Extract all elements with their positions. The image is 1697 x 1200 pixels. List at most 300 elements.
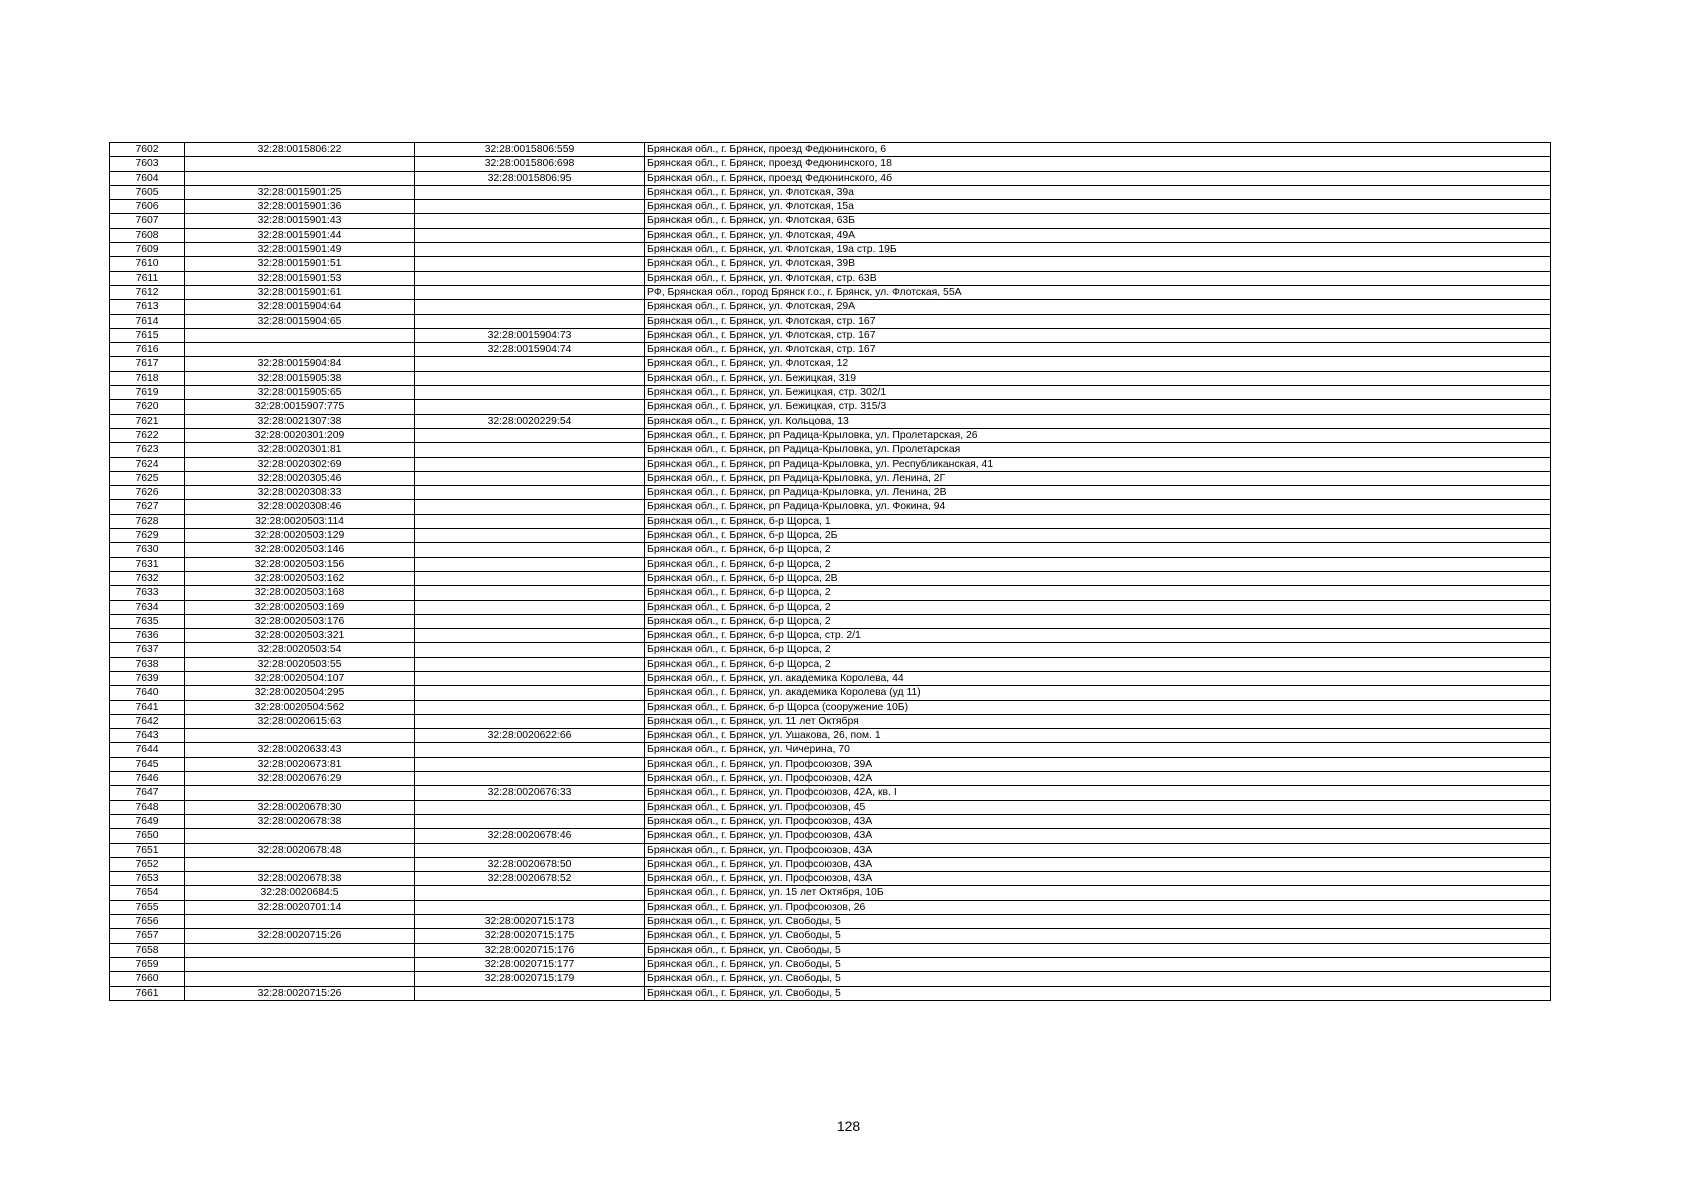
row-number-cell: 7622 [110,428,185,442]
table-row [110,714,1551,728]
row-number-cell: 7613 [110,300,185,314]
address-cell: Брянская обл., г. Брянск, ул. Бежицкая, 319 [645,371,1551,385]
row-number-cell: 7649 [110,814,185,828]
table-row [110,400,1551,414]
table-row [110,200,1551,214]
building-cadastral-number-cell [415,514,645,528]
building-cadastral-number-cell [415,314,645,328]
row-number-cell: 7642 [110,714,185,728]
document-table [109,142,1551,1001]
address-cell: Брянская обл., г. Брянск, ул. академика Королева (уд 11) [645,686,1551,700]
table-row [110,571,1551,585]
row-number-cell: 7637 [110,643,185,657]
row-number-cell: 7612 [110,285,185,299]
row-number-cell: 7603 [110,157,185,171]
row-number-cell: 7604 [110,171,185,185]
row-number-cell: 7610 [110,257,185,271]
building-cadastral-number-cell: 32:28:0020678:46 [415,829,645,843]
table-row [110,643,1551,657]
building-cadastral-number-cell [415,571,645,585]
building-cadastral-number-cell [415,200,645,214]
row-number-cell: 7620 [110,400,185,414]
building-cadastral-number-cell: 32:28:0020715:175 [415,929,645,943]
table-row [110,443,1551,457]
row-number-cell: 7646 [110,772,185,786]
land-cadastral-number-cell: 32:28:0020503:129 [185,529,415,543]
address-cell: Брянская обл., г. Брянск, рп Радица-Крыловка, ул. Фокина, 94 [645,500,1551,514]
building-cadastral-number-cell: 32:28:0020678:52 [415,872,645,886]
table-row [110,500,1551,514]
land-cadastral-number-cell: 32:28:0015901:51 [185,257,415,271]
building-cadastral-number-cell [415,629,645,643]
land-cadastral-number-cell: 32:28:0020701:14 [185,900,415,914]
table-row [110,157,1551,171]
table-row [110,757,1551,771]
address-cell: Брянская обл., г. Брянск, б-р Щорса (сооружение 10Б) [645,700,1551,714]
land-cadastral-number-cell [185,343,415,357]
row-number-cell: 7602 [110,143,185,157]
row-number-cell: 7608 [110,228,185,242]
address-cell: Брянская обл., г. Брянск, проезд Федюнинского, 18 [645,157,1551,171]
land-cadastral-number-cell: 32:28:0020308:33 [185,486,415,500]
building-cadastral-number-cell [415,400,645,414]
land-cadastral-number-cell: 32:28:0020503:168 [185,586,415,600]
land-cadastral-number-cell: 32:28:0020684:5 [185,886,415,900]
building-cadastral-number-cell [415,243,645,257]
land-cadastral-number-cell: 32:28:0015806:22 [185,143,415,157]
address-cell: Брянская обл., г. Брянск, б-р Щорса, 2 [645,543,1551,557]
land-cadastral-number-cell [185,943,415,957]
building-cadastral-number-cell [415,600,645,614]
table-row [110,285,1551,299]
building-cadastral-number-cell [415,500,645,514]
row-number-cell: 7627 [110,500,185,514]
land-cadastral-number-cell: 32:28:0020678:48 [185,843,415,857]
table-row [110,243,1551,257]
land-cadastral-number-cell [185,957,415,971]
row-number-cell: 7643 [110,729,185,743]
land-cadastral-number-cell: 32:28:0020678:30 [185,800,415,814]
table-row [110,800,1551,814]
address-cell: Брянская обл., г. Брянск, ул. Профсоюзов, 43А [645,843,1551,857]
table-row [110,371,1551,385]
land-cadastral-number-cell: 32:28:0020504:562 [185,700,415,714]
row-number-cell: 7655 [110,900,185,914]
table-row [110,786,1551,800]
table-row [110,600,1551,614]
land-cadastral-number-cell [185,915,415,929]
table-row [110,228,1551,242]
page-number: 128 [836,1118,861,1134]
address-cell: Брянская обл., г. Брянск, ул. Флотская, стр. 167 [645,343,1551,357]
row-number-cell: 7653 [110,872,185,886]
row-number-cell: 7657 [110,929,185,943]
address-cell: Брянская обл., г. Брянск, ул. Флотская, стр. 63В [645,271,1551,285]
building-cadastral-number-cell [415,428,645,442]
land-cadastral-number-cell: 32:28:0015901:25 [185,185,415,199]
row-number-cell: 7630 [110,543,185,557]
land-cadastral-number-cell [185,157,415,171]
row-number-cell: 7634 [110,600,185,614]
row-number-cell: 7658 [110,943,185,957]
address-cell: Брянская обл., г. Брянск, ул. 11 лет Октября [645,714,1551,728]
building-cadastral-number-cell [415,543,645,557]
building-cadastral-number-cell [415,486,645,500]
row-number-cell: 7624 [110,457,185,471]
building-cadastral-number-cell: 32:28:0020229:54 [415,414,645,428]
row-number-cell: 7639 [110,671,185,685]
row-number-cell: 7631 [110,557,185,571]
row-number-cell: 7638 [110,657,185,671]
address-cell: Брянская обл., г. Брянск, ул. Флотская, 49А [645,228,1551,242]
building-cadastral-number-cell [415,185,645,199]
table-row [110,943,1551,957]
address-cell: Брянская обл., г. Брянск, ул. Свободы, 5 [645,943,1551,957]
row-number-cell: 7641 [110,700,185,714]
building-cadastral-number-cell: 32:28:0020715:173 [415,915,645,929]
building-cadastral-number-cell: 32:28:0015806:95 [415,171,645,185]
land-cadastral-number-cell: 32:28:0020503:169 [185,600,415,614]
address-cell: Брянская обл., г. Брянск, рп Радица-Крыловка, ул. Ленина, 2Г [645,471,1551,485]
table-row [110,586,1551,600]
building-cadastral-number-cell [415,371,645,385]
address-cell: Брянская обл., г. Брянск, ул. Свободы, 5 [645,972,1551,986]
land-cadastral-number-cell: 32:28:0020504:295 [185,686,415,700]
building-cadastral-number-cell [415,757,645,771]
row-number-cell: 7660 [110,972,185,986]
row-number-cell: 7645 [110,757,185,771]
land-cadastral-number-cell: 32:28:0015901:61 [185,285,415,299]
table-row [110,671,1551,685]
address-cell: Брянская обл., г. Брянск, ул. Свободы, 5 [645,929,1551,943]
table-row [110,957,1551,971]
address-cell: Брянская обл., г. Брянск, ул. Кольцова, 13 [645,414,1551,428]
table-row [110,772,1551,786]
land-cadastral-number-cell: 32:28:0020308:46 [185,500,415,514]
building-cadastral-number-cell [415,271,645,285]
table-row [110,857,1551,871]
building-cadastral-number-cell: 32:28:0020715:179 [415,972,645,986]
building-cadastral-number-cell [415,386,645,400]
address-cell: Брянская обл., г. Брянск, ул. Флотская, 63Б [645,214,1551,228]
building-cadastral-number-cell [415,214,645,228]
building-cadastral-number-cell: 32:28:0020715:176 [415,943,645,957]
table-row [110,743,1551,757]
land-cadastral-number-cell: 32:28:0015901:36 [185,200,415,214]
table-row [110,657,1551,671]
land-cadastral-number-cell [185,972,415,986]
address-cell: Брянская обл., г. Брянск, ул. Флотская, 39В [645,257,1551,271]
land-cadastral-number-cell: 32:28:0015904:84 [185,357,415,371]
building-cadastral-number-cell [415,529,645,543]
address-cell: Брянская обл., г. Брянск, ул. Флотская, 29А [645,300,1551,314]
address-cell: Брянская обл., г. Брянск, ул. Профсоюзов, 43А [645,872,1551,886]
row-number-cell: 7636 [110,629,185,643]
table-row [110,171,1551,185]
row-number-cell: 7614 [110,314,185,328]
table-row [110,271,1551,285]
land-cadastral-number-cell: 32:28:0020715:26 [185,986,415,1000]
building-cadastral-number-cell [415,886,645,900]
address-cell: Брянская обл., г. Брянск, ул. Профсоюзов, 26 [645,900,1551,914]
address-cell: Брянская обл., г. Брянск, б-р Щорса, 2В [645,571,1551,585]
address-cell: Брянская обл., г. Брянск, ул. Флотская, стр. 167 [645,314,1551,328]
building-cadastral-number-cell [415,257,645,271]
building-cadastral-number-cell: 32:28:0020715:177 [415,957,645,971]
table-row [110,414,1551,428]
land-cadastral-number-cell: 32:28:0020503:156 [185,557,415,571]
address-cell: Брянская обл., г. Брянск, ул. Свободы, 5 [645,986,1551,1000]
address-cell: Брянская обл., г. Брянск, б-р Щорса, 2 [645,557,1551,571]
land-cadastral-number-cell: 32:28:0020503:146 [185,543,415,557]
row-number-cell: 7635 [110,614,185,628]
building-cadastral-number-cell: 32:28:0020622:66 [415,729,645,743]
building-cadastral-number-cell [415,743,645,757]
land-cadastral-number-cell: 32:28:0020301:209 [185,428,415,442]
row-number-cell: 7654 [110,886,185,900]
land-cadastral-number-cell: 32:28:0015901:49 [185,243,415,257]
table-body [110,143,1551,1001]
address-cell: Брянская обл., г. Брянск, ул. Флотская, 39а [645,185,1551,199]
row-number-cell: 7606 [110,200,185,214]
table-row [110,257,1551,271]
land-cadastral-number-cell: 32:28:0021307:38 [185,414,415,428]
land-cadastral-number-cell: 32:28:0020503:54 [185,643,415,657]
table-row [110,814,1551,828]
table-row [110,829,1551,843]
land-cadastral-number-cell [185,857,415,871]
table-row [110,471,1551,485]
address-cell: Брянская обл., г. Брянск, б-р Щорса, 2 [645,600,1551,614]
land-cadastral-number-cell: 32:28:0020503:55 [185,657,415,671]
building-cadastral-number-cell [415,643,645,657]
address-cell: Брянская обл., г. Брянск, рп Радица-Крыловка, ул. Пролетарская [645,443,1551,457]
building-cadastral-number-cell [415,657,645,671]
address-cell: Брянская обл., г. Брянск, б-р Щорса, 2 [645,586,1551,600]
row-number-cell: 7661 [110,986,185,1000]
table-row [110,314,1551,328]
address-cell: Брянская обл., г. Брянск, проезд Федюнинского, 6 [645,143,1551,157]
address-cell: Брянская обл., г. Брянск, ул. Ушакова, 26, пом. 1 [645,729,1551,743]
building-cadastral-number-cell [415,557,645,571]
table-row [110,972,1551,986]
table-row [110,143,1551,157]
row-number-cell: 7621 [110,414,185,428]
table-row [110,529,1551,543]
building-cadastral-number-cell: 32:28:0015806:559 [415,143,645,157]
building-cadastral-number-cell [415,700,645,714]
land-cadastral-number-cell: 32:28:0020503:162 [185,571,415,585]
land-cadastral-number-cell: 32:28:0020504:107 [185,671,415,685]
table-row [110,428,1551,442]
row-number-cell: 7652 [110,857,185,871]
table-row [110,300,1551,314]
land-cadastral-number-cell: 32:28:0020676:29 [185,772,415,786]
address-cell: РФ, Брянская обл., город Брянск г.о., г. Брянск, ул. Флотская, 55А [645,285,1551,299]
address-cell: Брянская обл., г. Брянск, ул. Профсоюзов, 45 [645,800,1551,814]
land-cadastral-number-cell: 32:28:0020305:46 [185,471,415,485]
land-cadastral-number-cell: 32:28:0020615:63 [185,714,415,728]
land-cadastral-number-cell: 32:28:0020678:38 [185,814,415,828]
address-cell: Брянская обл., г. Брянск, ул. Свободы, 5 [645,957,1551,971]
table-row [110,357,1551,371]
building-cadastral-number-cell: 32:28:0020676:33 [415,786,645,800]
land-cadastral-number-cell: 32:28:0015905:65 [185,386,415,400]
address-cell: Брянская обл., г. Брянск, ул. Профсоюзов, 42А, кв. I [645,786,1551,800]
address-cell: Брянская обл., г. Брянск, ул. 15 лет Октября, 10Б [645,886,1551,900]
address-cell: Брянская обл., г. Брянск, б-р Щорса, 2Б [645,529,1551,543]
building-cadastral-number-cell [415,843,645,857]
address-cell: Брянская обл., г. Брянск, рп Радица-Крыловка, ул. Республиканская, 41 [645,457,1551,471]
table-row [110,457,1551,471]
address-cell: Брянская обл., г. Брянск, проезд Федюнинского, 4б [645,171,1551,185]
table-row [110,729,1551,743]
land-cadastral-number-cell: 32:28:0020715:26 [185,929,415,943]
row-number-cell: 7632 [110,571,185,585]
row-number-cell: 7626 [110,486,185,500]
building-cadastral-number-cell [415,900,645,914]
building-cadastral-number-cell [415,772,645,786]
land-cadastral-number-cell [185,729,415,743]
row-number-cell: 7618 [110,371,185,385]
land-cadastral-number-cell: 32:28:0020503:114 [185,514,415,528]
table-row [110,343,1551,357]
table-row [110,328,1551,342]
address-cell: Брянская обл., г. Брянск, ул. Флотская, стр. 167 [645,328,1551,342]
row-number-cell: 7629 [110,529,185,543]
address-cell: Брянская обл., г. Брянск, ул. Профсоюзов, 43А [645,829,1551,843]
address-cell: Брянская обл., г. Брянск, ул. Флотская, 19а стр. 19Б [645,243,1551,257]
row-number-cell: 7623 [110,443,185,457]
building-cadastral-number-cell [415,300,645,314]
land-cadastral-number-cell: 32:28:0020302:69 [185,457,415,471]
building-cadastral-number-cell [415,586,645,600]
building-cadastral-number-cell [415,471,645,485]
building-cadastral-number-cell [415,228,645,242]
building-cadastral-number-cell [415,443,645,457]
table-row [110,986,1551,1000]
address-cell: Брянская обл., г. Брянск, б-р Щорса, 2 [645,643,1551,657]
table-row [110,629,1551,643]
address-cell: Брянская обл., г. Брянск, рп Радица-Крыловка, ул. Пролетарская, 26 [645,428,1551,442]
table-row [110,872,1551,886]
land-cadastral-number-cell: 32:28:0020301:81 [185,443,415,457]
row-number-cell: 7607 [110,214,185,228]
building-cadastral-number-cell: 32:28:0015806:698 [415,157,645,171]
land-cadastral-number-cell [185,171,415,185]
land-cadastral-number-cell: 32:28:0020673:81 [185,757,415,771]
land-cadastral-number-cell: 32:28:0015904:65 [185,314,415,328]
address-cell: Брянская обл., г. Брянск, ул. академика Королева, 44 [645,671,1551,685]
row-number-cell: 7619 [110,386,185,400]
table-row [110,686,1551,700]
building-cadastral-number-cell [415,800,645,814]
address-cell: Брянская обл., г. Брянск, рп Радица-Крыловка, ул. Ленина, 2В [645,486,1551,500]
row-number-cell: 7611 [110,271,185,285]
row-number-cell: 7656 [110,915,185,929]
table-row [110,900,1551,914]
table-row [110,386,1551,400]
table-row [110,514,1551,528]
building-cadastral-number-cell: 32:28:0020678:50 [415,857,645,871]
row-number-cell: 7640 [110,686,185,700]
address-cell: Брянская обл., г. Брянск, ул. Профсоюзов, 43А [645,814,1551,828]
land-cadastral-number-cell [185,829,415,843]
row-number-cell: 7650 [110,829,185,843]
table-row [110,843,1551,857]
row-number-cell: 7644 [110,743,185,757]
building-cadastral-number-cell [415,671,645,685]
address-cell: Брянская обл., г. Брянск, ул. Профсоюзов, 42А [645,772,1551,786]
land-cadastral-number-cell: 32:28:0020633:43 [185,743,415,757]
table-row [110,214,1551,228]
land-cadastral-number-cell: 32:28:0015901:43 [185,214,415,228]
building-cadastral-number-cell [415,714,645,728]
land-cadastral-number-cell: 32:28:0015907:775 [185,400,415,414]
table-row [110,543,1551,557]
address-cell: Брянская обл., г. Брянск, ул. Свободы, 5 [645,915,1551,929]
building-cadastral-number-cell [415,285,645,299]
land-cadastral-number-cell: 32:28:0020678:38 [185,872,415,886]
address-cell: Брянская обл., г. Брянск, б-р Щорса, 2 [645,657,1551,671]
table-row [110,700,1551,714]
row-number-cell: 7647 [110,786,185,800]
building-cadastral-number-cell: 32:28:0015904:74 [415,343,645,357]
address-cell: Брянская обл., г. Брянск, б-р Щорса, 2 [645,614,1551,628]
table-row [110,886,1551,900]
building-cadastral-number-cell [415,614,645,628]
row-number-cell: 7633 [110,586,185,600]
address-cell: Брянская обл., г. Брянск, ул. Профсоюзов, 43А [645,857,1551,871]
land-cadastral-number-cell [185,786,415,800]
row-number-cell: 7659 [110,957,185,971]
row-number-cell: 7651 [110,843,185,857]
row-number-cell: 7605 [110,185,185,199]
land-cadastral-number-cell: 32:28:0015901:53 [185,271,415,285]
address-cell: Брянская обл., г. Брянск, ул. Бежицкая, стр. 315/3 [645,400,1551,414]
table-row [110,614,1551,628]
row-number-cell: 7648 [110,800,185,814]
building-cadastral-number-cell [415,357,645,371]
address-cell: Брянская обл., г. Брянск, ул. Бежицкая, стр. 302/1 [645,386,1551,400]
table-row [110,185,1551,199]
address-cell: Брянская обл., г. Брянск, б-р Щорса, стр. 2/1 [645,629,1551,643]
building-cadastral-number-cell [415,686,645,700]
building-cadastral-number-cell [415,457,645,471]
row-number-cell: 7615 [110,328,185,342]
table-row [110,929,1551,943]
land-cadastral-number-cell: 32:28:0020503:176 [185,614,415,628]
address-cell: Брянская обл., г. Брянск, ул. Чичерина, 70 [645,743,1551,757]
row-number-cell: 7628 [110,514,185,528]
address-cell: Брянская обл., г. Брянск, б-р Щорса, 1 [645,514,1551,528]
land-cadastral-number-cell: 32:28:0015905:38 [185,371,415,385]
address-cell: Брянская обл., г. Брянск, ул. Профсоюзов, 39А [645,757,1551,771]
row-number-cell: 7609 [110,243,185,257]
row-number-cell: 7617 [110,357,185,371]
table-row [110,486,1551,500]
table-row [110,557,1551,571]
land-cadastral-number-cell: 32:28:0020503:321 [185,629,415,643]
row-number-cell: 7616 [110,343,185,357]
land-cadastral-number-cell [185,328,415,342]
address-cell: Брянская обл., г. Брянск, ул. Флотская, 15а [645,200,1551,214]
land-cadastral-number-cell: 32:28:0015904:64 [185,300,415,314]
building-cadastral-number-cell: 32:28:0015904:73 [415,328,645,342]
address-cell: Брянская обл., г. Брянск, ул. Флотская, 12 [645,357,1551,371]
building-cadastral-number-cell [415,814,645,828]
row-number-cell: 7625 [110,471,185,485]
